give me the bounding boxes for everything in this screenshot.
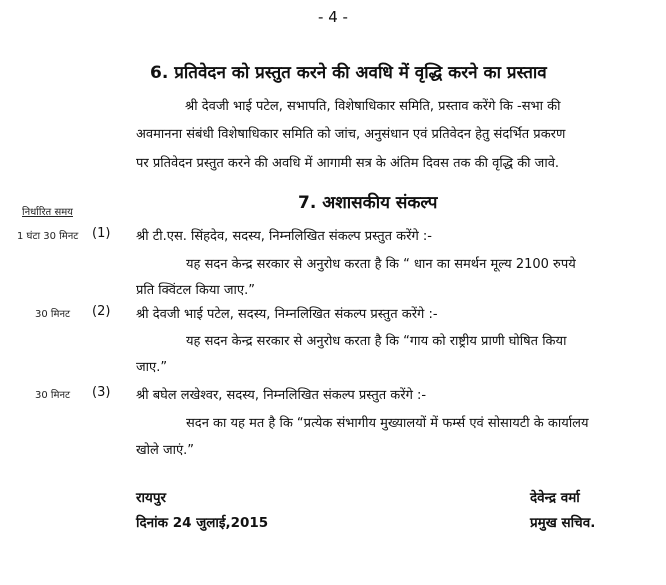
item-1-line-2: प्रति क्विंटल किया जाए.” <box>136 283 255 298</box>
allotted-time-label: निर्धारित समय <box>22 207 73 218</box>
page-number: - 4 - <box>318 8 348 26</box>
item-2-mover: श्री देवजी भाई पटेल, सदस्य, निम्नलिखित संकल्प प्रस्तुत करेंगे :- <box>136 307 438 322</box>
section-6-line-1: श्री देवजी भाई पटेल, सभापति, विशेषाधिकार समिति, प्रस्ताव करेंगे कि -सभा की <box>185 99 561 114</box>
section-6-line-2: अवमानना संबंधी विशेषाधिकार समिति को जांच, अनुसंधान एवं प्रतिवेदन हेतु संदर्भित प्रकरण <box>136 127 566 142</box>
section-6-line-3: पर प्रतिवेदन प्रस्तुत करने की अवधि में आगामी सत्र के अंतिम दिवस तक की वृद्धि की जावे. <box>136 156 560 171</box>
footer-date: दिनांक 24 जुलाई,2015 <box>136 515 269 531</box>
item-3-mover: श्री बघेल लखेश्वर, सदस्य, निम्नलिखित संकल्प प्रस्तुत करेंगे :- <box>136 388 427 403</box>
item-1-time: 1 घंटा 30 मिनट <box>17 231 79 242</box>
item-2-time: 30 मिनट <box>35 309 71 320</box>
item-2-line-1: यह सदन केन्द्र सरकार से अनुरोध करता है कि “गाय को राष्ट्रीय प्राणी घोषित किया <box>186 334 567 349</box>
signatory-title: प्रमुख सचिव. <box>530 515 596 531</box>
section-6-heading: 6. प्रतिवेदन को प्रस्तुत करने की अवधि में वृद्धि करने का प्रस्ताव <box>150 63 547 83</box>
item-2-line-2: जाए.” <box>136 360 168 375</box>
item-2-number: (2) <box>92 304 111 319</box>
item-1-number: (1) <box>92 226 111 241</box>
item-3-number: (3) <box>92 385 111 400</box>
section-7-heading: 7. अशासकीय संकल्प <box>298 193 438 213</box>
item-3-time: 30 मिनट <box>35 390 71 401</box>
item-1-line-1: यह सदन केन्द्र सरकार से अनुरोध करता है कि “ धान का समर्थन मूल्य 2100 रुपये <box>186 257 576 272</box>
item-3-line-1: सदन का यह मत है कि “प्रत्येक संभागीय मुख्यालयों में फर्म्स एवं सोसायटी के कार्यालय <box>186 416 589 431</box>
signatory-name: देवेन्द्र वर्मा <box>530 490 580 506</box>
item-1-mover: श्री टी.एस. सिंहदेव, सदस्य, निम्नलिखित संकल्प प्रस्तुत करेंगे :- <box>136 229 432 244</box>
item-3-line-2: खोले जाएं.” <box>136 443 195 458</box>
footer-place: रायपुर <box>136 490 167 506</box>
